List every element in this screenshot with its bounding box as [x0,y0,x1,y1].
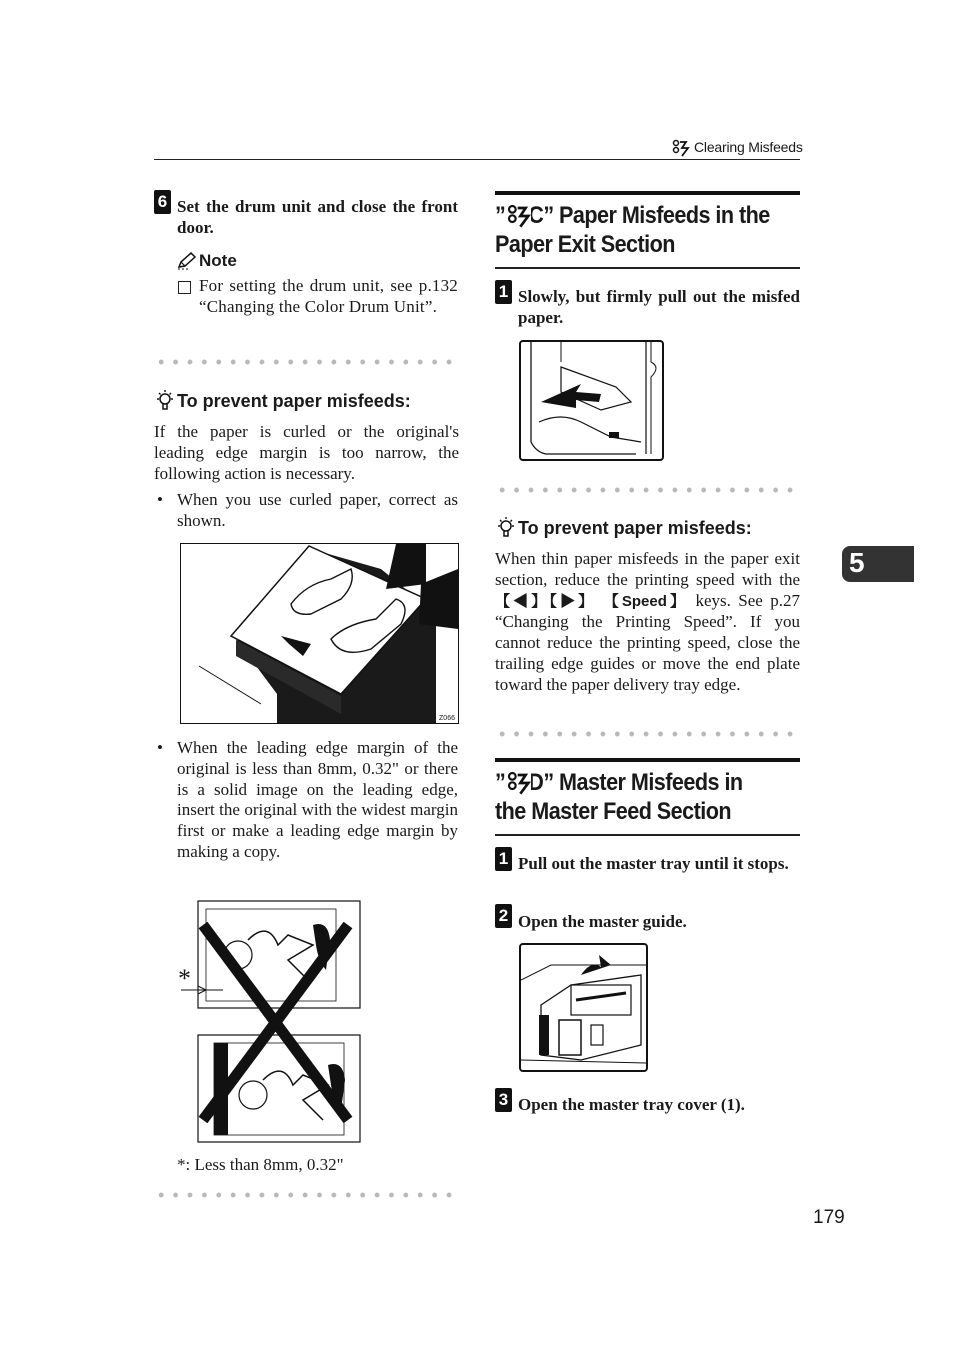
tip2-dots-bottom [495,730,800,738]
tip2-text [495,549,800,696]
d-step-2-number: 2 [495,904,512,928]
tip2-title: To prevent paper misfeeds: [518,518,752,538]
tip1-bullet2: When the leading edge margin of the original is less than 8mm, 0.32" or there is a solid image on the leading edge, insert the original with the widest margin first or make a leading edge margin by making a copy. [177,738,458,861]
misfeed-icon [507,203,531,229]
speed-key: 【Speed】 [603,592,689,610]
chapter-tab [842,546,914,582]
d-step-1-text: Pull out the master tray until it stops. [518,854,789,873]
section-c-top-bar [495,191,800,195]
figure2-footnote: *: Less than 8mm, 0.32" [177,1155,344,1174]
step-6-text: Set the drum unit and close the front door. [177,197,458,237]
figure1-code: Z066 [439,715,455,722]
pencil-icon [177,252,197,270]
c-step-1-text: Slowly, but firmly pull out the misfed paper. [518,287,800,327]
tip1-intro: If the paper is curled or the original's leading edge margin is too narrow, the following action is necessary. [154,422,459,483]
tip2-text-part2: keys. See p.27 “Changing the Printing Speed”. If you cannot reduce the printing speed, close the trailing edge guides or move the end plate toward the paper delivery tray edge. [495,590,800,694]
section-d-top-bar [495,758,800,762]
step-6-number: 6 [154,190,171,214]
wrong-original-figure [178,900,363,1145]
curled-paper-figure [180,543,459,724]
d-step-2-text: Open the master guide. [518,912,687,931]
section-c-title-line2: Paper Exit Section [495,231,675,258]
tip1-dots-bottom [154,1191,459,1199]
d-step-3-number: 3 [495,1088,512,1112]
right-arrow-key: 【▶】 [549,592,597,610]
header-section-title: Clearing Misfeeds [694,139,803,155]
misfeed-icon [507,770,531,796]
bullet-marker: • [157,490,163,509]
note-item: For setting the drum unit, see p.132 “Changing the Color Drum Unit”. [199,276,458,316]
tip2-dots-top [495,486,800,494]
left-arrow-key: 【◀】 [495,592,550,610]
note-checkbox-icon [178,281,191,294]
asterisk-marker: * [178,964,191,993]
section-d-bottom-rule [495,834,800,836]
page-number: 179 [813,1207,845,1228]
c-step-1-number: 1 [495,280,512,304]
tip1-bullet1: When you use curled paper, correct as shown. [177,490,458,530]
paper-exit-figure [519,340,664,461]
tip1-dots-top [154,358,459,366]
lightbulb-icon [495,516,517,540]
section-d-title-line1: ” + D” Master Misfeeds in [495,769,743,796]
section-c-title-line1: ” + C” Paper Misfeeds in the [495,202,770,229]
section-c-bottom-rule [495,267,800,269]
misfeed-icon [672,139,690,157]
tip1-title: To prevent paper misfeeds: [177,391,411,411]
bullet-marker: • [157,738,163,757]
master-guide-figure [519,943,648,1072]
header-rule [154,159,800,160]
d-step-1-number: 1 [495,847,512,871]
lightbulb-icon [154,389,176,413]
chapter-number: 5 [849,547,865,578]
note-label: Note [199,251,237,270]
tip2-text-part1: When thin paper misfeeds in the paper exit section, reduce the printing speed with the [495,549,800,589]
section-d-title-line2: the Master Feed Section [495,798,732,825]
d-step-3-text: Open the master tray cover (1). [518,1095,745,1114]
